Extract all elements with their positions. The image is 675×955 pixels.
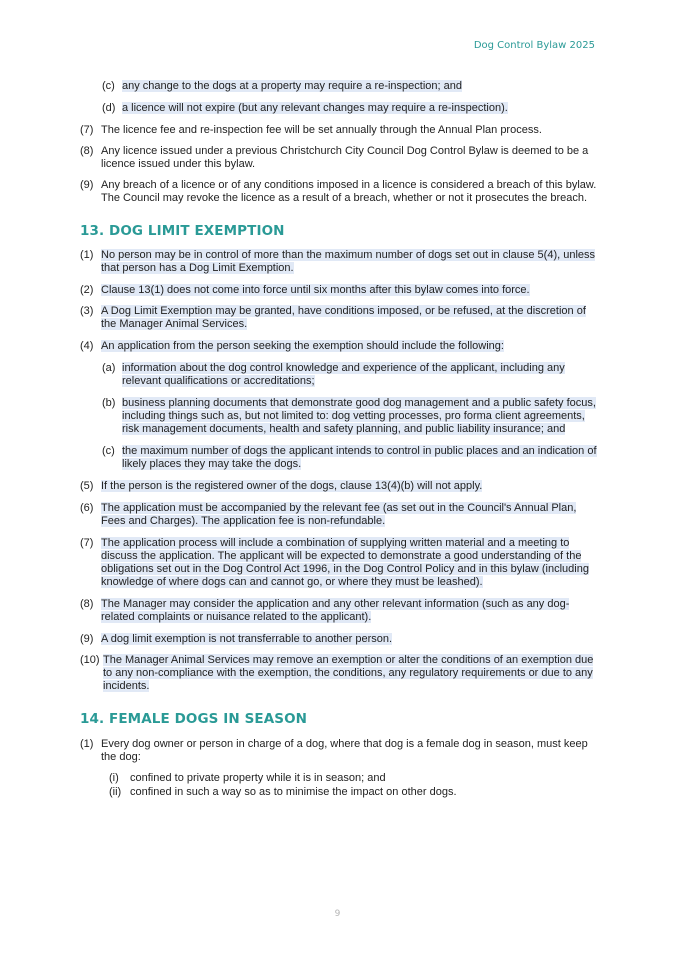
clause-item xyxy=(80,305,600,331)
clause-number: (8) xyxy=(80,598,94,610)
clause-number: (7) xyxy=(80,537,94,549)
clause-text: Clause 13(1) does not come into force until six months after this bylaw comes into force. xyxy=(101,284,530,296)
clause-item xyxy=(80,145,600,171)
clause-text: Every dog owner or person in charge of a dog, where that dog is a female dog in season, must keep the dog: xyxy=(101,738,588,763)
clause-text: Any breach of a licence or of any conditions imposed in a licence is considered a breach of this bylaw. The Council may revoke the licence as a result of a breach, whether or not it prosecutes the breach. xyxy=(101,179,597,204)
clause-number: (2) xyxy=(80,284,94,296)
clause-number: (9) xyxy=(80,633,94,645)
clause-item xyxy=(80,480,600,493)
clause-number: (d) xyxy=(102,102,116,114)
clause-number: (3) xyxy=(80,305,94,317)
clause-number: (i) xyxy=(109,772,119,784)
subclause-item xyxy=(80,397,600,436)
clause-text: any change to the dogs at a property may require a re-inspection; and xyxy=(122,80,462,92)
subclause-item xyxy=(80,362,600,388)
clause-item xyxy=(80,537,600,589)
clause-text: An application from the person seeking the exemption should include the following: xyxy=(101,340,504,352)
clause-number: (ii) xyxy=(109,786,122,798)
clause-item xyxy=(80,502,600,528)
clause-item xyxy=(80,249,600,275)
section-heading: 13. DOG LIMIT EXEMPTION xyxy=(80,223,285,239)
clause-item xyxy=(80,80,600,93)
clause-item xyxy=(80,340,600,353)
running-header: Dog Control Bylaw 2025 xyxy=(473,40,595,51)
clause-text: The application must be accompanied by the relevant fee (as set out in the Council's Annual Plan, Fees and Charges). The application fee is non-refundable. xyxy=(101,502,577,527)
clause-text: information about the dog control knowledge and experience of the applicant, including any relevant qualifications or accreditations; xyxy=(122,362,565,387)
clause-text: If the person is the registered owner of the dogs, clause 13(4)(b) will not apply. xyxy=(101,480,483,492)
clause-item xyxy=(80,738,600,764)
clause-number: (a) xyxy=(102,362,116,374)
clause-item xyxy=(80,598,600,624)
clause-number: (8) xyxy=(80,145,94,157)
clause-text: a licence will not expire (but any relevant changes may require a re-inspection). xyxy=(122,102,508,114)
clause-text: The Manager may consider the application and any other relevant information (such as any dog-related complaints or nuisance related to the applicant). xyxy=(101,598,570,623)
clause-item xyxy=(80,179,600,205)
clause-number: (c) xyxy=(102,80,115,92)
clause-number: (6) xyxy=(80,502,94,514)
subclause-item xyxy=(80,772,600,785)
clause-text: A dog limit exemption is not transferrable to another person. xyxy=(101,633,393,645)
clause-text: confined in such a way so as to minimise the impact on other dogs. xyxy=(130,786,457,798)
page-number: 9 xyxy=(334,909,341,919)
clause-number: (9) xyxy=(80,179,94,191)
clause-number: (1) xyxy=(80,738,94,750)
subclause-item xyxy=(80,786,600,799)
clause-number: (c) xyxy=(102,445,115,457)
clause-item xyxy=(80,633,600,646)
clause-text: the maximum number of dogs the applicant intends to control in public places and an indication of likely places they may take the dogs. xyxy=(122,445,597,470)
clause-text: confined to private property while it is in season; and xyxy=(130,772,386,784)
clause-item xyxy=(80,102,600,115)
clause-text: business planning documents that demonstrate good dog management and a public safety focus, including things such as, but not limited to: dog vetting processes, pro forma client agreements, risk management documents, health and safety planning, and public liability insurance; and xyxy=(122,397,596,435)
page-content xyxy=(80,80,600,799)
clause-number: (b) xyxy=(102,397,116,409)
clause-number: (5) xyxy=(80,480,94,492)
clause-text: The application process will include a combination of supplying written material and a meeting to discuss the application. The applicant will be expected to demonstrate a good understanding of the obligations set out in the Dog Control Act 1996, in the Dog Control Policy and in this bylaw (including knowledge of where dogs can and cannot go, or where they must be leashed). xyxy=(101,537,589,588)
clause-text: The licence fee and re-inspection fee will be set annually through the Annual Plan process. xyxy=(101,124,542,136)
clause-text: A Dog Limit Exemption may be granted, have conditions imposed, or be refused, at the discretion of the Manager Animal Services. xyxy=(101,305,586,330)
clause-text: No person may be in control of more than the maximum number of dogs set out in clause 5(4), unless that person has a Dog Limit Exemption. xyxy=(101,249,596,274)
clause-item xyxy=(80,284,600,297)
clause-text: The Manager Animal Services may remove an exemption or alter the conditions of an exemption due to any non-compliance with the exemption, the conditions, any regulatory requirements or due to any incidents. xyxy=(103,654,594,692)
clause-item xyxy=(80,124,600,137)
section-heading: 14. FEMALE DOGS IN SEASON xyxy=(80,711,308,727)
clause-number: (7) xyxy=(80,124,94,136)
clause-text: Any licence issued under a previous Christchurch City Council Dog Control Bylaw is deemed to be a licence issued under this bylaw. xyxy=(101,145,589,170)
subclause-item xyxy=(80,445,600,471)
clause-number: (1) xyxy=(80,249,94,261)
clause-item xyxy=(80,654,600,693)
clause-number: (4) xyxy=(80,340,94,352)
clause-number: (10) xyxy=(80,654,100,666)
